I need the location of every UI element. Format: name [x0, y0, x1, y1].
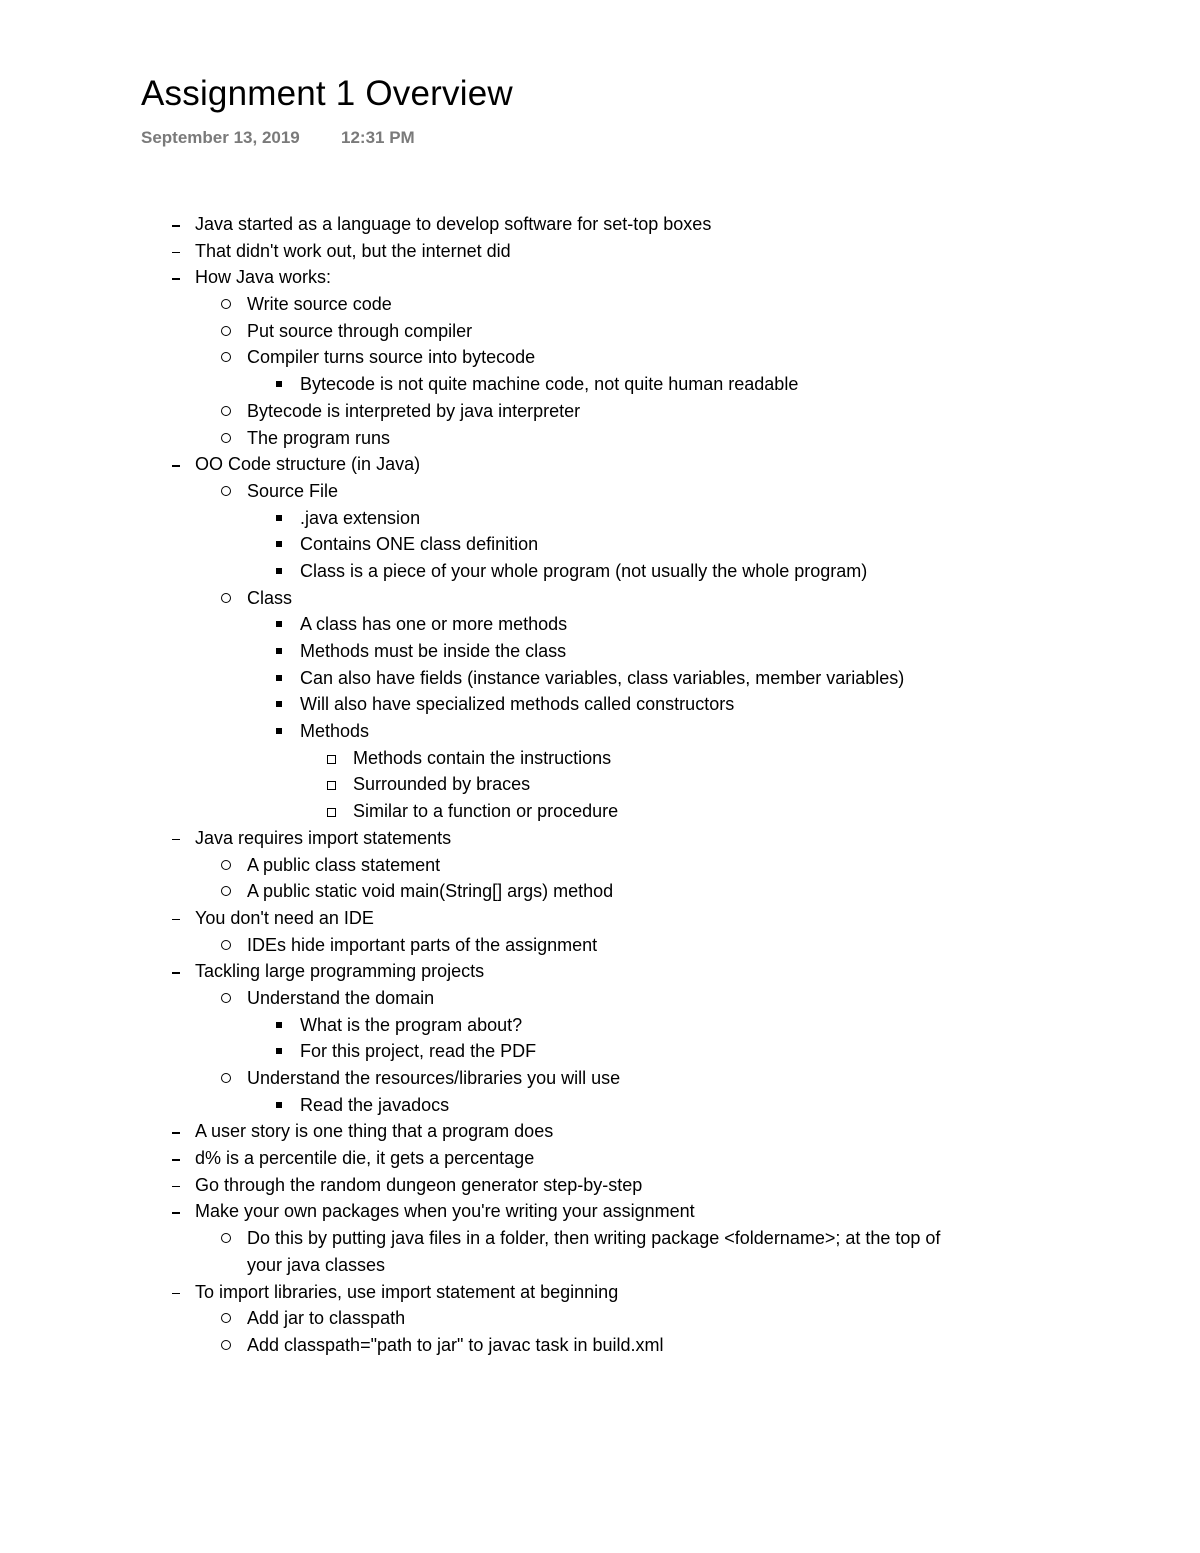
square-bullet-icon — [276, 611, 286, 638]
note-time: 12:31 PM — [341, 128, 415, 147]
list-item-level-4 — [0, 771, 1200, 798]
list-item-text: d% is a percentile die, it gets a percentage — [195, 1148, 535, 1169]
list-item-text: Java requires import statements — [195, 827, 452, 848]
circle-bullet-icon — [221, 985, 233, 1012]
list-item-level-1 — [0, 238, 1200, 265]
square-bullet-icon — [276, 1092, 286, 1119]
circle-bullet-icon — [221, 878, 233, 905]
list-item-text: Methods must be inside the class — [300, 641, 567, 661]
list-item-level-1 — [0, 451, 1200, 478]
list-item-level-3 — [0, 531, 1200, 558]
list-item-level-2 — [0, 878, 1200, 905]
dash-bullet-icon — [172, 211, 184, 238]
square-bullet-icon — [276, 371, 286, 398]
list-item-level-2 — [0, 1225, 1200, 1252]
list-item-level-2 — [0, 985, 1200, 1012]
list-item-text: Similar to a function or procedure — [353, 801, 619, 822]
list-item-level-2 — [0, 291, 1200, 318]
dash-bullet-icon — [172, 905, 184, 932]
dash-bullet-icon — [172, 1145, 184, 1172]
list-item-text: Methods — [300, 721, 370, 742]
list-item-text: A public static void main(String[] args) method — [247, 881, 614, 902]
list-item-level-1 — [0, 1145, 1200, 1172]
list-item-text: Compiler turns source into bytecode — [247, 347, 536, 368]
hollow-square-bullet-icon — [327, 798, 339, 825]
square-bullet-icon — [276, 505, 286, 532]
circle-bullet-icon — [221, 398, 233, 425]
circle-bullet-icon — [221, 291, 233, 318]
list-item-level-3 — [0, 691, 1200, 718]
list-item-text: Contains ONE class definition — [300, 534, 539, 555]
list-item-text: Write source code — [247, 294, 392, 315]
list-item-level-3 — [0, 718, 1200, 745]
list-item-text: A public class statement — [247, 854, 441, 875]
dash-bullet-icon — [172, 1279, 184, 1306]
list-item-text: You don't need an IDE — [195, 907, 374, 928]
list-item-text: Tackling large programming projects — [195, 961, 485, 982]
dash-bullet-icon — [172, 451, 184, 478]
list-item-text: Put source through compiler — [247, 320, 473, 341]
dash-bullet-icon — [172, 1172, 184, 1199]
list-item-text: Add jar to classpath — [247, 1308, 406, 1329]
circle-bullet-icon — [221, 852, 233, 879]
square-bullet-icon — [276, 665, 286, 692]
list-item-level-1 — [0, 1198, 1200, 1225]
list-item-text: .java extension — [300, 507, 421, 528]
list-item-text: For this project, read the PDF — [300, 1041, 537, 1062]
list-item-level-1 — [0, 825, 1200, 852]
list-item-level-3 — [0, 1092, 1200, 1119]
dash-bullet-icon — [172, 238, 184, 265]
circle-bullet-icon — [221, 425, 233, 452]
list-item-text: OO Code structure (in Java) — [195, 454, 421, 475]
circle-bullet-icon — [221, 932, 233, 959]
hollow-square-bullet-icon — [327, 771, 339, 798]
list-item-text: Java started as a language to develop software for set-top boxes — [195, 214, 712, 234]
list-item-level-2 — [0, 344, 1200, 371]
list-item-text: Understand the domain — [247, 987, 435, 1008]
list-item-level-3 — [0, 1012, 1200, 1039]
list-item-text: Add classpath="path to jar" to javac task in build.xml — [247, 1334, 664, 1355]
list-item-level-3 — [0, 638, 1200, 665]
page-title: Assignment 1 Overview — [141, 74, 513, 113]
list-item-level-3 — [0, 505, 1200, 532]
list-item-level-2 — [0, 1305, 1200, 1332]
list-item-level-3 — [0, 371, 1200, 398]
list-item-level-1 — [0, 1279, 1200, 1306]
list-item-text: Understand the resources/libraries you will use — [247, 1068, 621, 1088]
list-item-level-2 — [0, 1065, 1200, 1092]
list-item-text: IDEs hide important parts of the assignment — [247, 934, 598, 955]
circle-bullet-icon — [221, 1065, 233, 1092]
list-item-text: Surrounded by braces — [353, 774, 531, 795]
square-bullet-icon — [276, 718, 286, 745]
list-item-text: Do this by putting java files in a folder, then writing package <foldername>; at the top of — [247, 1228, 941, 1249]
circle-bullet-icon — [221, 478, 233, 505]
list-item-level-4 — [0, 745, 1200, 772]
list-item-level-1 — [0, 1118, 1200, 1145]
square-bullet-icon — [276, 1012, 286, 1039]
list-item-text: Make your own packages when you're writing your assignment — [195, 1201, 695, 1222]
list-item-level-1 — [0, 211, 1200, 238]
dash-bullet-icon — [172, 1198, 184, 1225]
list-item-level-2 — [0, 585, 1200, 612]
square-bullet-icon — [276, 558, 286, 585]
list-item-level-3 — [0, 611, 1200, 638]
list-item-text: Methods contain the instructions — [353, 747, 612, 768]
list-item-text: Read the javadocs — [300, 1094, 450, 1115]
list-item-text: Can also have fields (instance variables, class variables, member variables) — [300, 667, 905, 688]
note-body — [0, 211, 1200, 1359]
dash-bullet-icon — [172, 264, 184, 291]
list-item-text: A class has one or more methods — [300, 614, 568, 635]
list-item-level-1 — [0, 958, 1200, 985]
list-item-text: What is the program about? — [300, 1014, 523, 1035]
list-item-level-2 — [0, 852, 1200, 879]
list-item-text: How Java works: — [195, 267, 332, 288]
list-item-text: Source File — [247, 480, 339, 501]
list-item-level-3 — [0, 665, 1200, 692]
list-item-text: A user story is one thing that a program does — [195, 1121, 554, 1142]
list-item-text: Class is a piece of your whole program (not usually the whole program) — [300, 560, 868, 581]
circle-bullet-icon — [221, 1225, 233, 1252]
list-item-level-3 — [0, 558, 1200, 585]
list-item-text: Class — [247, 587, 293, 608]
list-item-level-1 — [0, 264, 1200, 291]
list-item-text: That didn't work out, but the internet did — [195, 240, 511, 261]
dash-bullet-icon — [172, 958, 184, 985]
list-item-continuation — [0, 1252, 1200, 1279]
square-bullet-icon — [276, 531, 286, 558]
dash-bullet-icon — [172, 825, 184, 852]
list-item-level-2 — [0, 932, 1200, 959]
square-bullet-icon — [276, 691, 286, 718]
list-item-level-2 — [0, 478, 1200, 505]
list-item-level-4 — [0, 798, 1200, 825]
list-item-text: Will also have specialized methods called constructors — [300, 694, 735, 715]
list-item-level-2 — [0, 398, 1200, 425]
note-date: September 13, 2019 — [141, 128, 300, 147]
list-item-level-1 — [0, 905, 1200, 932]
circle-bullet-icon — [221, 1332, 233, 1359]
dash-bullet-icon — [172, 1118, 184, 1145]
list-item-text: To import libraries, use import statement at beginning — [195, 1281, 619, 1302]
circle-bullet-icon — [221, 585, 233, 612]
list-item-level-1 — [0, 1172, 1200, 1199]
list-item-level-3 — [0, 1038, 1200, 1065]
list-item-text: your java classes — [247, 1254, 386, 1275]
square-bullet-icon — [276, 638, 286, 665]
circle-bullet-icon — [221, 1305, 233, 1332]
circle-bullet-icon — [221, 318, 233, 345]
list-item-level-2 — [0, 1332, 1200, 1359]
list-item-text: Bytecode is not quite machine code, not quite human readable — [300, 374, 799, 395]
list-item-level-2 — [0, 425, 1200, 452]
circle-bullet-icon — [221, 344, 233, 371]
list-item-level-2 — [0, 318, 1200, 345]
hollow-square-bullet-icon — [327, 745, 339, 772]
list-item-text: Bytecode is interpreted by java interpreter — [247, 400, 581, 421]
list-item-text: The program runs — [247, 427, 391, 448]
list-item-text: Go through the random dungeon generator step-by-step — [195, 1174, 643, 1195]
square-bullet-icon — [276, 1038, 286, 1065]
